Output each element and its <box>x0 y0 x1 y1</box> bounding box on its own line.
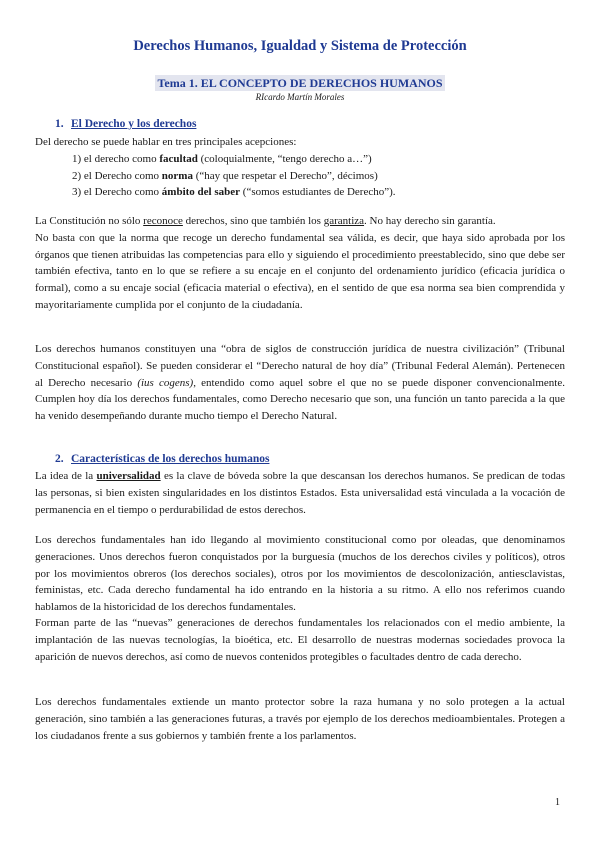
author-name: RIcardo Martín Morales <box>255 92 345 102</box>
document-title: Derechos Humanos, Igualdad y Sistema de Protección <box>133 38 467 54</box>
list-item-term: ámbito del saber <box>161 186 241 198</box>
page-number: 1 <box>555 797 560 808</box>
paragraph-text: No basta con que la norma que recoge un derecho fundamental sea válida, es decir, que haya sido aprobada por los órganos que tienen atribuidas las competencias para ello y siguiendo el procedimiento preestablecido, sino que debe ser también efectiva, tanto en lo que se refiere a su encaje en el conjunto del ordenamiento jurídico (eficacia jurídica o formal), como a su encaje social (eficacia material o efectiva), en el sentido de que esa norma sea bien comprendida y mayoritariamente cumplida por el conjunto de la ciudadanía. <box>35 231 565 311</box>
section-1-title: El Derecho y los derechos <box>71 118 197 130</box>
italic-term: (ius cogens) <box>137 376 194 389</box>
list-item-text: 3) el Derecho como <box>72 186 162 198</box>
bold-term: universalidad <box>96 470 161 482</box>
section-2-heading <box>55 453 269 465</box>
list-item <box>35 151 600 168</box>
paragraph-text: La idea de la <box>35 470 97 482</box>
section-1-heading <box>55 118 196 130</box>
paragraph-line <box>35 213 565 230</box>
section-2-title: Características de los derechos humanos <box>71 453 270 465</box>
chapter-title <box>0 75 600 91</box>
list-item-text: (“somos estudiantes de Derecho”). <box>240 186 396 198</box>
list-item <box>35 184 600 201</box>
paragraph-universalidad <box>35 468 565 518</box>
paragraph-text: derechos, sino que también los <box>182 215 324 227</box>
list-item <box>35 168 600 185</box>
paragraph-text: Los derechos humanos constituyen una “obra de siglos de construcción jurídica de nuestra civilización” (Tribunal Constitucional español). Se pueden considerar el “Derecho natural de hoy día” (Tribunal Federal Alemán). Pertenecen al Derecho necesario <box>35 343 565 389</box>
paragraph-nuevas-generaciones: Forman parte de las “nuevas” generaciones de derechos fundamentales los relacionados con el medio ambiente, la implantación de las nuevas tecnologías, la bioética, etc. El desarrollo de nuestras modernas sociedades provoca la aparición de nuevos derechos, así como de nuevos contenidos protegibles o facultades dentro de cada derecho. <box>35 617 565 663</box>
list-item-term: facultad <box>159 153 198 165</box>
list-item-text: (coloquialmente, “tengo derecho a…”) <box>197 153 372 165</box>
list-item-text: (“hay que respetar el Derecho”, décimos) <box>192 170 378 182</box>
section-2-number: 2. <box>55 453 64 465</box>
chapter-title-text: Tema 1. EL CONCEPTO DE DERECHOS HUMANOS <box>157 76 443 90</box>
section-1-number: 1. <box>55 118 64 130</box>
underlined-term: reconoce <box>143 215 183 227</box>
paragraph-derecho-necesario <box>35 341 565 425</box>
paragraph-text: La Constitución no sólo <box>35 215 144 227</box>
paragraph-text: . No hay derecho sin garantía. <box>364 215 496 227</box>
paragraph-generaciones: Los derechos fundamentales han ido llegando al movimiento constitucional como por oleadas, que denominamos generaciones. Unos derechos fueron conquistados por la burguesía (muchos de los derechos civiles y políticos), otros por los movimientos obreros (los derechos sociales), otros por los movimientos de descolonización, antiesclavistas, feministas, etc. Cada derecho fundamental ha ido entrando en la historia a su ritmo. A ello nos referimos cuando hablamos de la historicidad de los derechos fundamentales. <box>35 534 565 614</box>
list-item-text: 1) el derecho como <box>72 153 160 165</box>
section-1-intro: Del derecho se puede hablar en tres principales acepciones: <box>35 136 297 148</box>
paragraph-manto-protector: Los derechos fundamentales extiende un manto protector sobre la raza humana y no solo protegen a la actual generación, sino también a las generaciones futuras, a través por ejemplo de los derechos medioambientales. Protegen a los ciudadanos frente a sus gobiernos y también frente a los parlamentos. <box>35 696 565 742</box>
paragraph-text: , entendido como aquel sobre el que no se puede disponer convencionalmente. Cumplen hoy día los derechos fundamentales, como Derecho necesario que son, una función un tanto parecida a la que ha venido desempeñando durante mucho tiempo el Derecho Natural. <box>35 376 565 423</box>
paragraph-text: es la clave de bóveda sobre la que descansan los derechos humanos. Se predican de todas las personas, si bien existen singularidades en los distintos Estados. Esta universalidad está vinculada a la vocación de permanencia en el tiempo o perdurabilidad de estos derechos. <box>35 470 565 516</box>
list-item-text: 2) el Derecho como <box>72 170 162 182</box>
underlined-term: garantiza <box>323 215 365 227</box>
paragraph-garantia <box>35 213 565 314</box>
list-item-term: norma <box>161 170 193 182</box>
